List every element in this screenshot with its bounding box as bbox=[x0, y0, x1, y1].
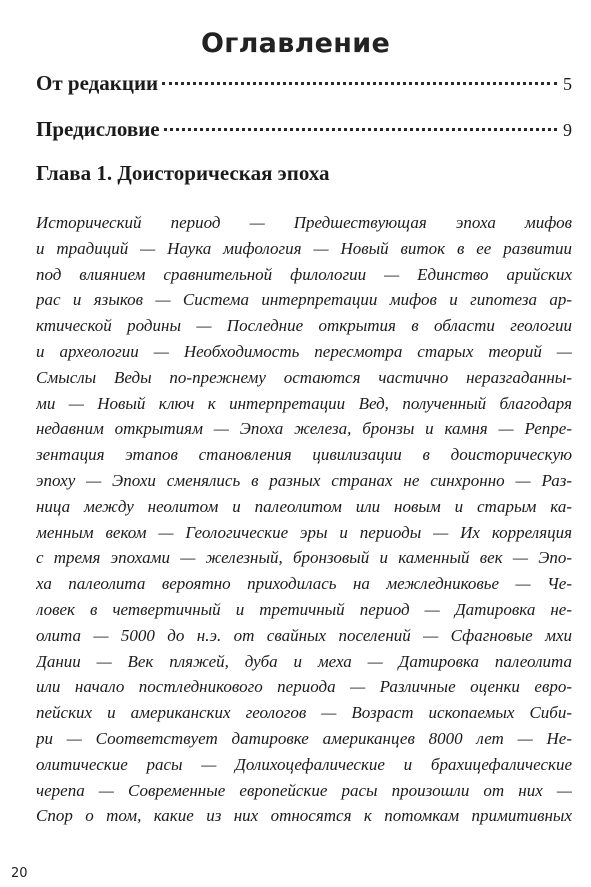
page-number: 20 bbox=[11, 866, 28, 881]
summary-line: с тремя эпохами — железный, бронзовый и каменный век — Эпо- bbox=[36, 548, 572, 568]
summary-line: недавним открытиям — Эпоха железа, бронзы и камня — Репре- bbox=[36, 419, 572, 439]
toc-entry-label: Предисловие bbox=[36, 117, 160, 141]
summary-line: ми — Новый ключ к интерпретации Вед, полученный благодаря bbox=[36, 393, 572, 413]
summary-line: Спор о том, какие из них относятся к потомкам примитивных bbox=[36, 806, 572, 826]
summary-line: ри — Соответствует датировке американцев 8000 лет — Не- bbox=[36, 728, 572, 748]
summary-line: черепа — Современные европейские расы произошли от них — bbox=[36, 780, 572, 800]
summary-line: эпоху — Эпохи сменялись в разных странах не синхронно — Раз- bbox=[36, 470, 572, 490]
summary-line: и традиций — Наука мифология — Новый виток в ее развитии bbox=[36, 238, 572, 258]
summary-line: и археологии — Необходимость пересмотра старых теорий — bbox=[36, 341, 572, 361]
summary-line: зентация этапов становления цивилизации в доисторическую bbox=[36, 445, 572, 465]
toc-entry-page-number: 9 bbox=[563, 120, 572, 140]
summary-line: Дании — Век пляжей, дуба и меха — Датировка палеолита bbox=[36, 651, 572, 671]
toc-heading: Оглавление bbox=[200, 28, 391, 59]
summary-line: пейских и американских геологов — Возраст ископаемых Сиби- bbox=[36, 703, 572, 723]
dot-leader bbox=[164, 128, 557, 131]
summary-line: олитические расы — Долихоцефалические и брахицефалические bbox=[36, 754, 572, 774]
summary-line: или начало постледникового периода — Различные оценки евро- bbox=[36, 677, 572, 697]
toc-entry-label: От редакции bbox=[36, 71, 159, 95]
summary-line: рас и языков — Система интерпретации мифов и гипотеза ар- bbox=[36, 290, 572, 310]
toc-entry-page-number: 5 bbox=[563, 74, 572, 94]
summary-line: Смыслы Веды по-прежнему остаются частично неразгаданны- bbox=[36, 367, 572, 387]
summary-line: олита — 5000 до н.э. от свайных поселений — Сфагновые мхи bbox=[36, 625, 572, 645]
summary-line: ница между неолитом и палеолитом или новым и старым ка- bbox=[36, 496, 572, 516]
summary-line: ловек в четвертичный и третичный период — Датировка не- bbox=[36, 599, 572, 619]
dot-leader bbox=[162, 82, 557, 85]
toc-entry-editorial[interactable] bbox=[36, 69, 572, 98]
summary-line: ха палеолита вероятно приходилась на межледниковье — Че- bbox=[36, 574, 572, 594]
toc-entry-preface[interactable] bbox=[36, 115, 572, 144]
summary-line: под влиянием сравнительной филологии — Единство арийских bbox=[36, 264, 572, 284]
summary-line: ктической родины — Последние открытия в области геологии bbox=[36, 316, 572, 336]
summary-line: менным веком — Геологические эры и периоды — Их корреляция bbox=[36, 522, 572, 542]
chapter-1-summary bbox=[36, 210, 572, 829]
summary-line: Исторический период — Предшествующая эпоха мифов bbox=[36, 213, 572, 232]
chapter-1-heading[interactable]: Глава 1. Доисторическая эпоха bbox=[36, 161, 330, 185]
